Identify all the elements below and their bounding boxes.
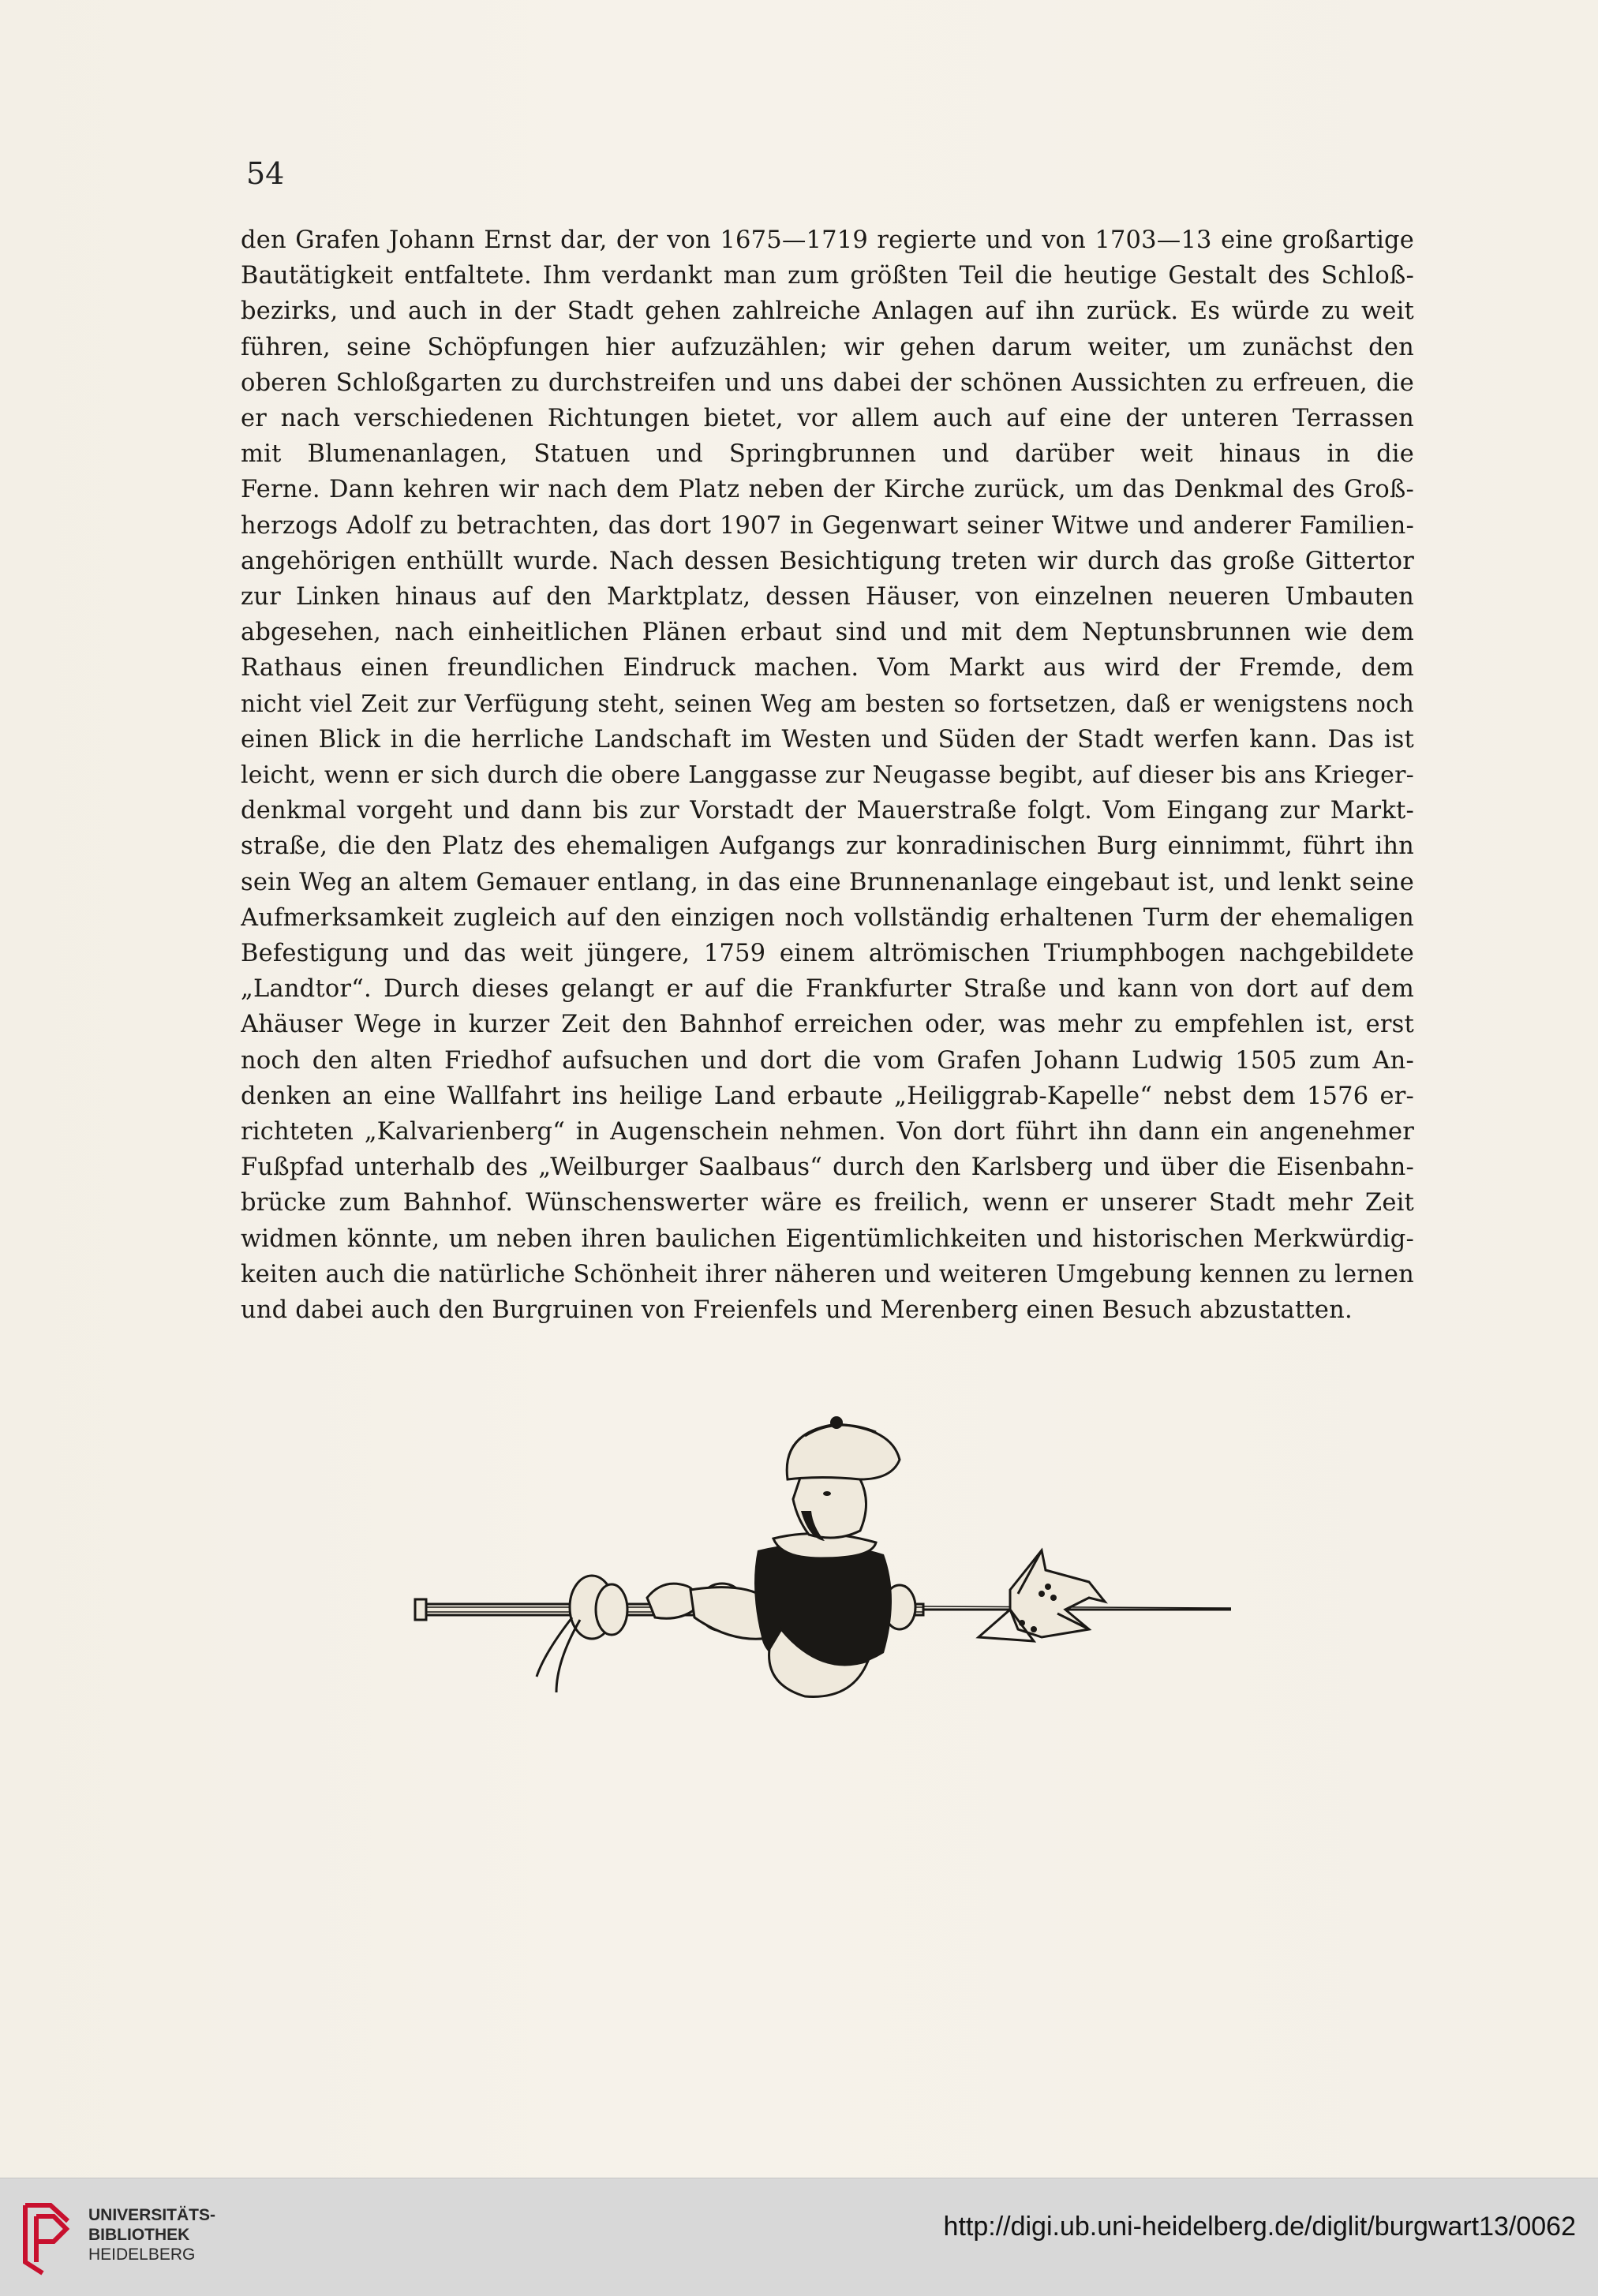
text-line: keiten auch die natürliche Schönheit ihrer näheren und weiteren Umgebung kennen zu lernen	[241, 1260, 1414, 1288]
text-line: oberen Schloßgarten zu durchstreifen und uns dabei der schönen Aussichten zu erfreuen, die	[241, 368, 1414, 397]
text-line: bezirks, und auch in der Stadt gehen zahlreiche Anlagen auf ihn zurück. Es würde zu weit	[241, 297, 1414, 326]
text-line: herzogs Adolf zu betrachten, das dort 1907 in Gegenwart seiner Witwe und anderer Familien-	[241, 511, 1414, 540]
text-line: zur Linken hinaus auf den Marktplatz, dessen Häuser, von einzelnen neueren Umbauten	[241, 583, 1414, 611]
text-line: angehörigen enthüllt wurde. Nach dessen Besichtigung treten wir durch das große Gittertor	[241, 547, 1414, 575]
text-line: richteten „Kalvarienberg“ in Augenschein nehmen. Von dort führt ihn dann ein angenehmer	[241, 1118, 1414, 1146]
text-line: straße, die den Platz des ehemaligen Aufgangs zur konradinischen Burg einnimmt, führt ihn	[241, 832, 1414, 861]
institution-name	[88, 2205, 215, 2264]
text-line: „Landtor“. Durch dieses gelangt er auf die Frankfurter Straße und kann von dort auf dem	[241, 975, 1414, 1004]
text-line: widmen könnte, um neben ihren baulichen Eigentümlichkeiten und historischen Merkwürdig-	[241, 1225, 1414, 1253]
text-line: und dabei auch den Burgruinen von Freienfels und Merenberg einen Besuch abzustatten.	[241, 1296, 1353, 1325]
text-line: Ferne. Dann kehren wir nach dem Platz neben der Kirche zurück, um das Denkmal des Groß-	[241, 476, 1414, 504]
halberdier-vignette-icon	[410, 1400, 1239, 1732]
footer-bar	[0, 2178, 1598, 2296]
text-line: Fußpfad unterhalb des „Weilburger Saalbaus“ durch den Karlsberg und über die Eisenbahn-	[241, 1154, 1414, 1182]
institution-line-3: HEIDELBERG	[88, 2246, 196, 2264]
text-line: denken an eine Wallfahrt ins heilige Land erbaute „Heiliggrab-Kapelle“ nebst dem 1576 er-	[241, 1082, 1414, 1110]
text-line: führen, seine Schöpfungen hier aufzuzählen; wir gehen darum weiter, um zunächst den	[241, 333, 1414, 361]
text-line: Aufmerksamkeit zugleich auf den einzigen noch vollständig erhaltenen Turm der ehemaligen	[241, 903, 1414, 932]
text-line: Bautätigkeit entfaltete. Ihm verdankt man zum größten Teil die heutige Gestalt des Schloß-	[241, 262, 1414, 290]
text-line: Rathaus einen freundlichen Eindruck machen. Vom Markt aus wird der Fremde, dem	[241, 654, 1414, 682]
text-line: noch den alten Friedhof aufsuchen und dort die vom Grafen Johann Ludwig 1505 zum An-	[241, 1046, 1414, 1075]
text-line: nicht viel Zeit zur Verfügung steht, seinen Weg am besten so fortsetzen, daß er wenigstens noch	[241, 690, 1414, 717]
ub-heidelberg-logo-icon	[19, 2197, 77, 2276]
text-line: mit Blumenanlagen, Statuen und Springbrunnen und darüber weit hinaus in die	[241, 440, 1414, 469]
text-line: einen Blick in die herrliche Landschaft im Westen und Süden der Stadt werfen kann. Das ist	[241, 725, 1414, 753]
body-text	[241, 222, 1414, 1328]
text-line: er nach verschiedenen Richtungen bietet, vor allem auch auf eine der unteren Terrassen	[241, 405, 1414, 433]
text-line: brücke zum Bahnhof. Wünschenswerter wäre es freilich, wenn er unserer Stadt mehr Zeit	[241, 1189, 1414, 1217]
text-line: sein Weg an altem Gemauer entlang, in das eine Brunnenanlage eingebaut ist, und lenkt seine	[241, 868, 1414, 896]
text-line: Ahäuser Wege in kurzer Zeit den Bahnhof erreichen oder, was mehr zu empfehlen ist, erst	[241, 1011, 1414, 1039]
institution-line-1: UNIVERSITÄTS-	[88, 2206, 216, 2224]
text-line: denkmal vorgeht und dann bis zur Vorstadt der Mauerstraße folgt. Vom Eingang zur Markt-	[241, 797, 1414, 825]
text-line: leicht, wenn er sich durch die obere Langgasse zur Neugasse begibt, auf dieser bis ans Krieger-	[241, 761, 1414, 790]
page-number: 54	[246, 156, 285, 191]
text-line: den Grafen Johann Ernst dar, der von 1675—1719 regierte und von 1703—13 eine großartige	[241, 226, 1414, 254]
institution-line-2: BIBLIOTHEK	[88, 2226, 190, 2244]
text-line: Befestigung und das weit jüngere, 1759 einem altrömischen Triumphbogen nachgebildete	[241, 940, 1414, 968]
text-line: abgesehen, nach einheitlichen Plänen erbaut sind und mit dem Neptunsbrunnen wie dem	[241, 619, 1414, 647]
source-url-link[interactable]: http://digi.ub.uni-heidelberg.de/diglit/burgwart13/0062	[943, 2212, 1576, 2242]
